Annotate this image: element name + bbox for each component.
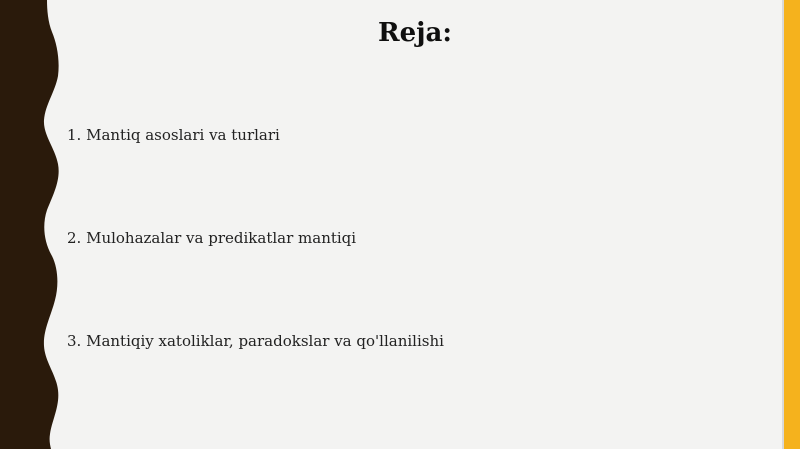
decorative-wavy-band bbox=[0, 0, 70, 449]
gold-stripe bbox=[784, 0, 800, 449]
decorative-right-stripe bbox=[782, 0, 800, 449]
list-item: 3. Mantiqiy xatoliklar, paradokslar va qo'llanilishi bbox=[67, 332, 444, 350]
list-item: 1. Mantiq asoslari va turlari bbox=[67, 126, 280, 144]
wavy-band-shape bbox=[0, 0, 59, 449]
slide-title: Reja: bbox=[377, 18, 452, 48]
list-item: 2. Mulohazalar va predikatlar mantiqi bbox=[67, 229, 357, 247]
